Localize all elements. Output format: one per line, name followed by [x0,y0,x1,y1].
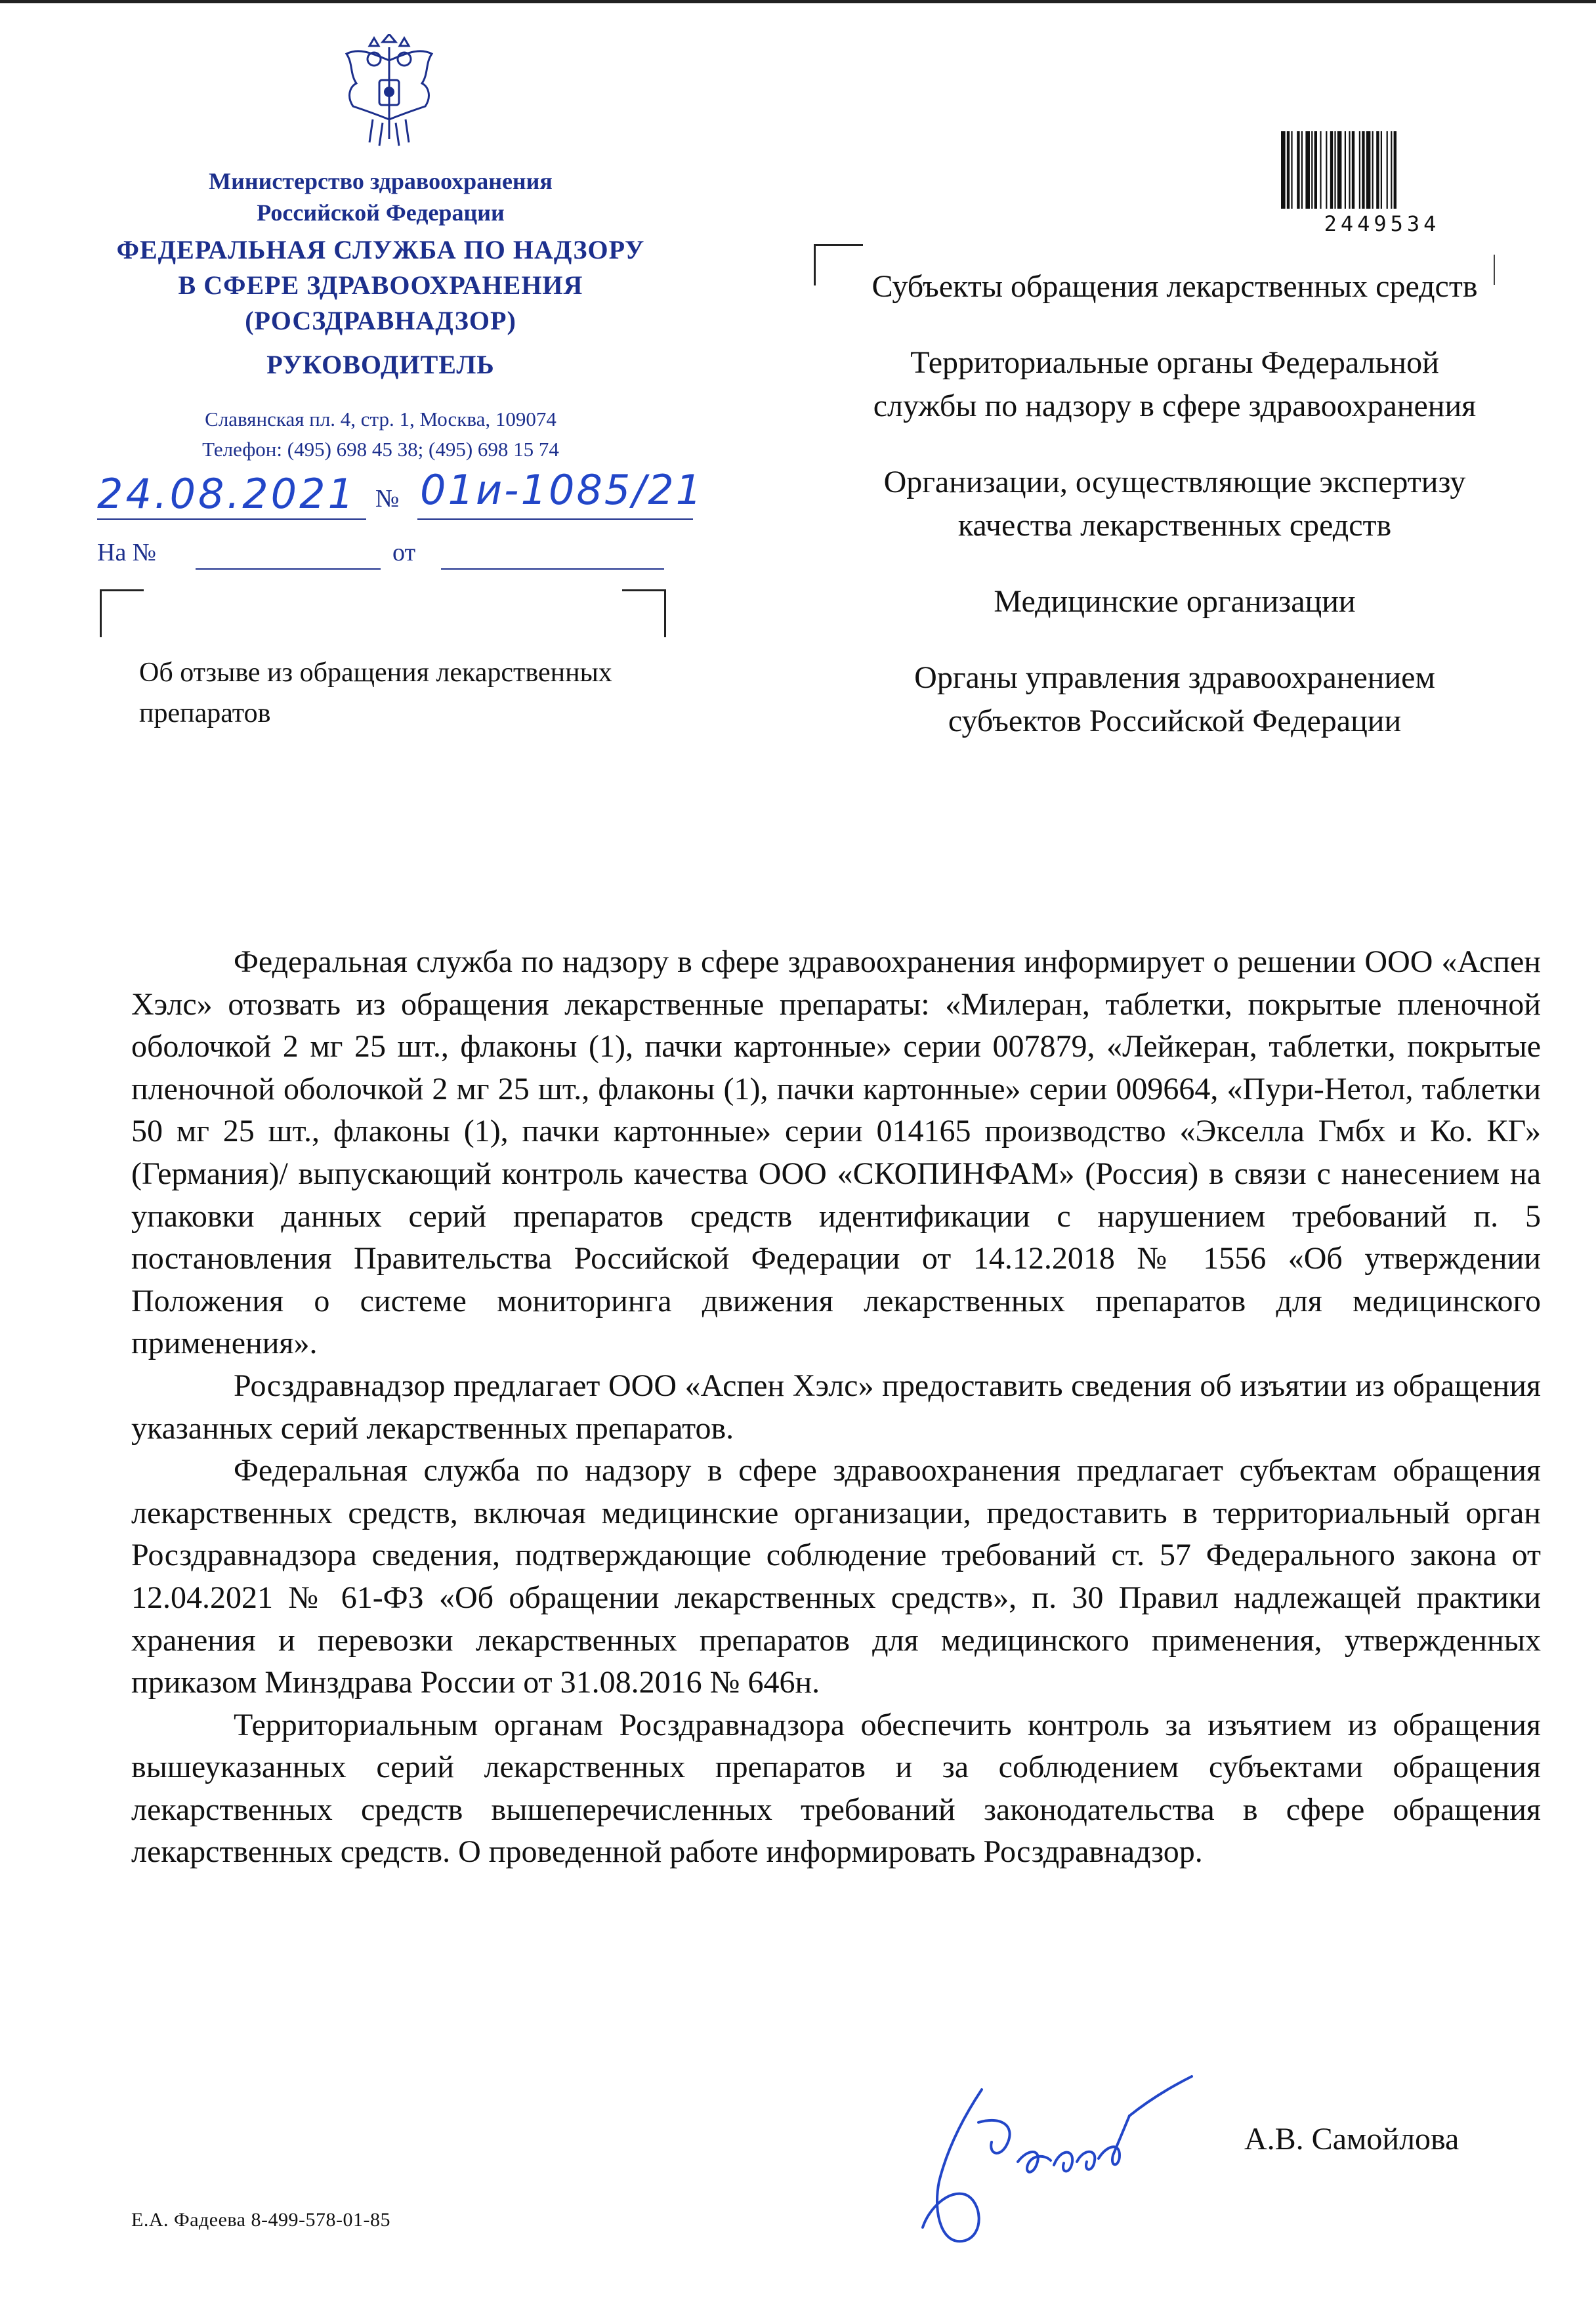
body-paragraph: Федеральная служба по надзору в сфере здравоохранения информирует о решении ООО «Аспен Хэлс» отозвать из обращения лекарственные препараты: «Милеран, таблетки, покрытые пленочной оболочкой 2 мг 25 шт., флаконы (1), пачки картонные» серии 007879, «Лейкеран, таблетки, покрытые пленочной оболочкой 2 мг 25 шт., флаконы (1), пачки картонные» серии 009664, «Пури-Нетол, таблетки 50 мг 25 шт., флаконы (1), пачки картонные» серии 014165 производство «Экселла Гмбх и Ко. КГ» (Германия)/ выпускающий контроль качества ООО «СКОПИНФАМ» (Россия) в связи с нанесением на упаковки данных серий препаратов средств идентификации с нарушением требований п. 5 постановления Правительства Российской Федерации от 14.12.2018 № 1556 «Об утверждении Положения о системе мониторинга движения лекарственных препаратов для медицинского применения». [131,944,1541,1361]
barcode-bar [1359,131,1360,209]
barcode-bar [1394,131,1396,209]
barcode [1278,131,1486,213]
head-title: РУКОВОДИТЕЛЬ [266,350,495,379]
number-label: № [375,485,400,513]
barcode-bar [1337,131,1342,209]
service-line-3: (РОСЗДРАВНАДЗОР) [245,306,516,335]
barcode-bar [1381,131,1382,209]
service-line-2: В СФЕРЕ ЗДРАВООХРАНЕНИЯ [178,270,583,300]
barcode-number: 2449534 [1324,211,1440,236]
document-number: 01и-1085/21 [420,466,704,514]
service-name [66,232,696,339]
body-paragraph: Росздравнадзор предлагает ООО «Аспен Хэлс» предоставить сведения об изъятии из обращения указанных серий лекарственных препаратов. [131,1368,1541,1446]
barcode-bar [1305,131,1310,209]
ministry-line-2: Российской Федерации [257,200,505,226]
barcode-bar [1391,131,1392,209]
double-headed-eagle-emblem-icon [333,34,445,151]
barcode-bar [1326,131,1327,209]
recipients-list [860,265,1490,776]
subject-bracket-right [622,589,666,637]
number-underline [417,518,693,520]
recipient: Медицинские организации [994,584,1356,619]
address-block [66,404,696,465]
document-subject: Об отзыве из обращения лекарственных препаратов [139,658,612,728]
body-paragraph: Федеральная служба по надзору в сфере здравоохранения предлагает субъектам обращения лекарственных средств, включая медицинские организации, предоставить в территориальный орган Росздравнадзора сведения, подтверждающие соблюдение требований ст. 57 Федерального закона от 12.04.2021 № 61-ФЗ «Об обращении лекарственных средств», п. 30 Правил надлежащей практики хранения и перевозки лекарственных препаратов для медицинского применения, утвержденных приказом Минздрава России от 31.08.2016 № 646н. [131,1453,1541,1700]
document-date: 24.08.2021 [97,470,356,518]
reference-label: На № [97,539,157,566]
barcode-bar [1314,131,1317,209]
barcode-bar [1301,131,1303,209]
body-paragraph: Территориальным органам Росздравнадзора обеспечить контроль за изъятием из обращения вышеуказанных серий лекарственных препаратов и за соблюдением субъектами обращения лекарственных средств вышеперечисленных требований законодательства в сфере обращения лекарственных средств. О проведенной работе информировать Росздравнадзор. [131,1707,1541,1870]
scan-top-edge [0,0,1596,3]
handwritten-signature-icon [903,2050,1244,2267]
barcode-bar [1291,131,1292,209]
recipient: Органы управления здравоохранением субъектов Российской Федерации [914,660,1435,738]
addressee-bracket-left [814,244,863,285]
reference-from-label: от [392,539,416,566]
phone-numbers: Телефон: (495) 698 45 38; (495) 698 15 74 [202,438,559,461]
subject-bracket-left [100,589,144,637]
barcode-bar [1330,131,1333,209]
date-underline [97,518,366,520]
ministry-line-1: Министерство здравоохранения [209,168,553,194]
barcode-bar [1345,131,1346,209]
barcode-bar [1349,131,1350,209]
addressee-bracket-right [1494,255,1495,285]
postal-address: Славянская пл. 4, стр. 1, Москва, 109074 [205,408,556,431]
signer-name: А.В. Самойлова [1244,2122,1460,2156]
barcode-bar [1320,131,1321,209]
barcode-bar [1287,131,1290,209]
barcode-bar [1334,131,1335,209]
barcode-bar [1366,131,1371,209]
barcode-bar [1297,131,1299,209]
barcode-bar [1281,131,1286,209]
barcode-bar [1387,131,1388,209]
barcode-bar [1352,131,1354,209]
reference-number-blank [196,568,381,570]
service-line-1: ФЕДЕРАЛЬНАЯ СЛУЖБА ПО НАДЗОРУ [116,235,645,264]
recipient: Субъекты обращения лекарственных средств [872,269,1478,304]
barcode-bar [1376,131,1379,209]
letter-body [131,941,1541,1874]
executor-contact: Е.А. Фадеева 8-499-578-01-85 [131,2209,390,2231]
recipient: Территориальные органы Федеральной службы по надзору в сфере здравоохранения [873,345,1477,423]
barcode-bar [1362,131,1364,209]
ministry-name [66,165,696,228]
reference-date-blank [441,568,664,570]
recipient: Организации, осуществляющие экспертизу качества лекарственных средств [883,465,1466,543]
barcode-bar [1372,131,1374,209]
barcode-bar [1311,131,1312,209]
